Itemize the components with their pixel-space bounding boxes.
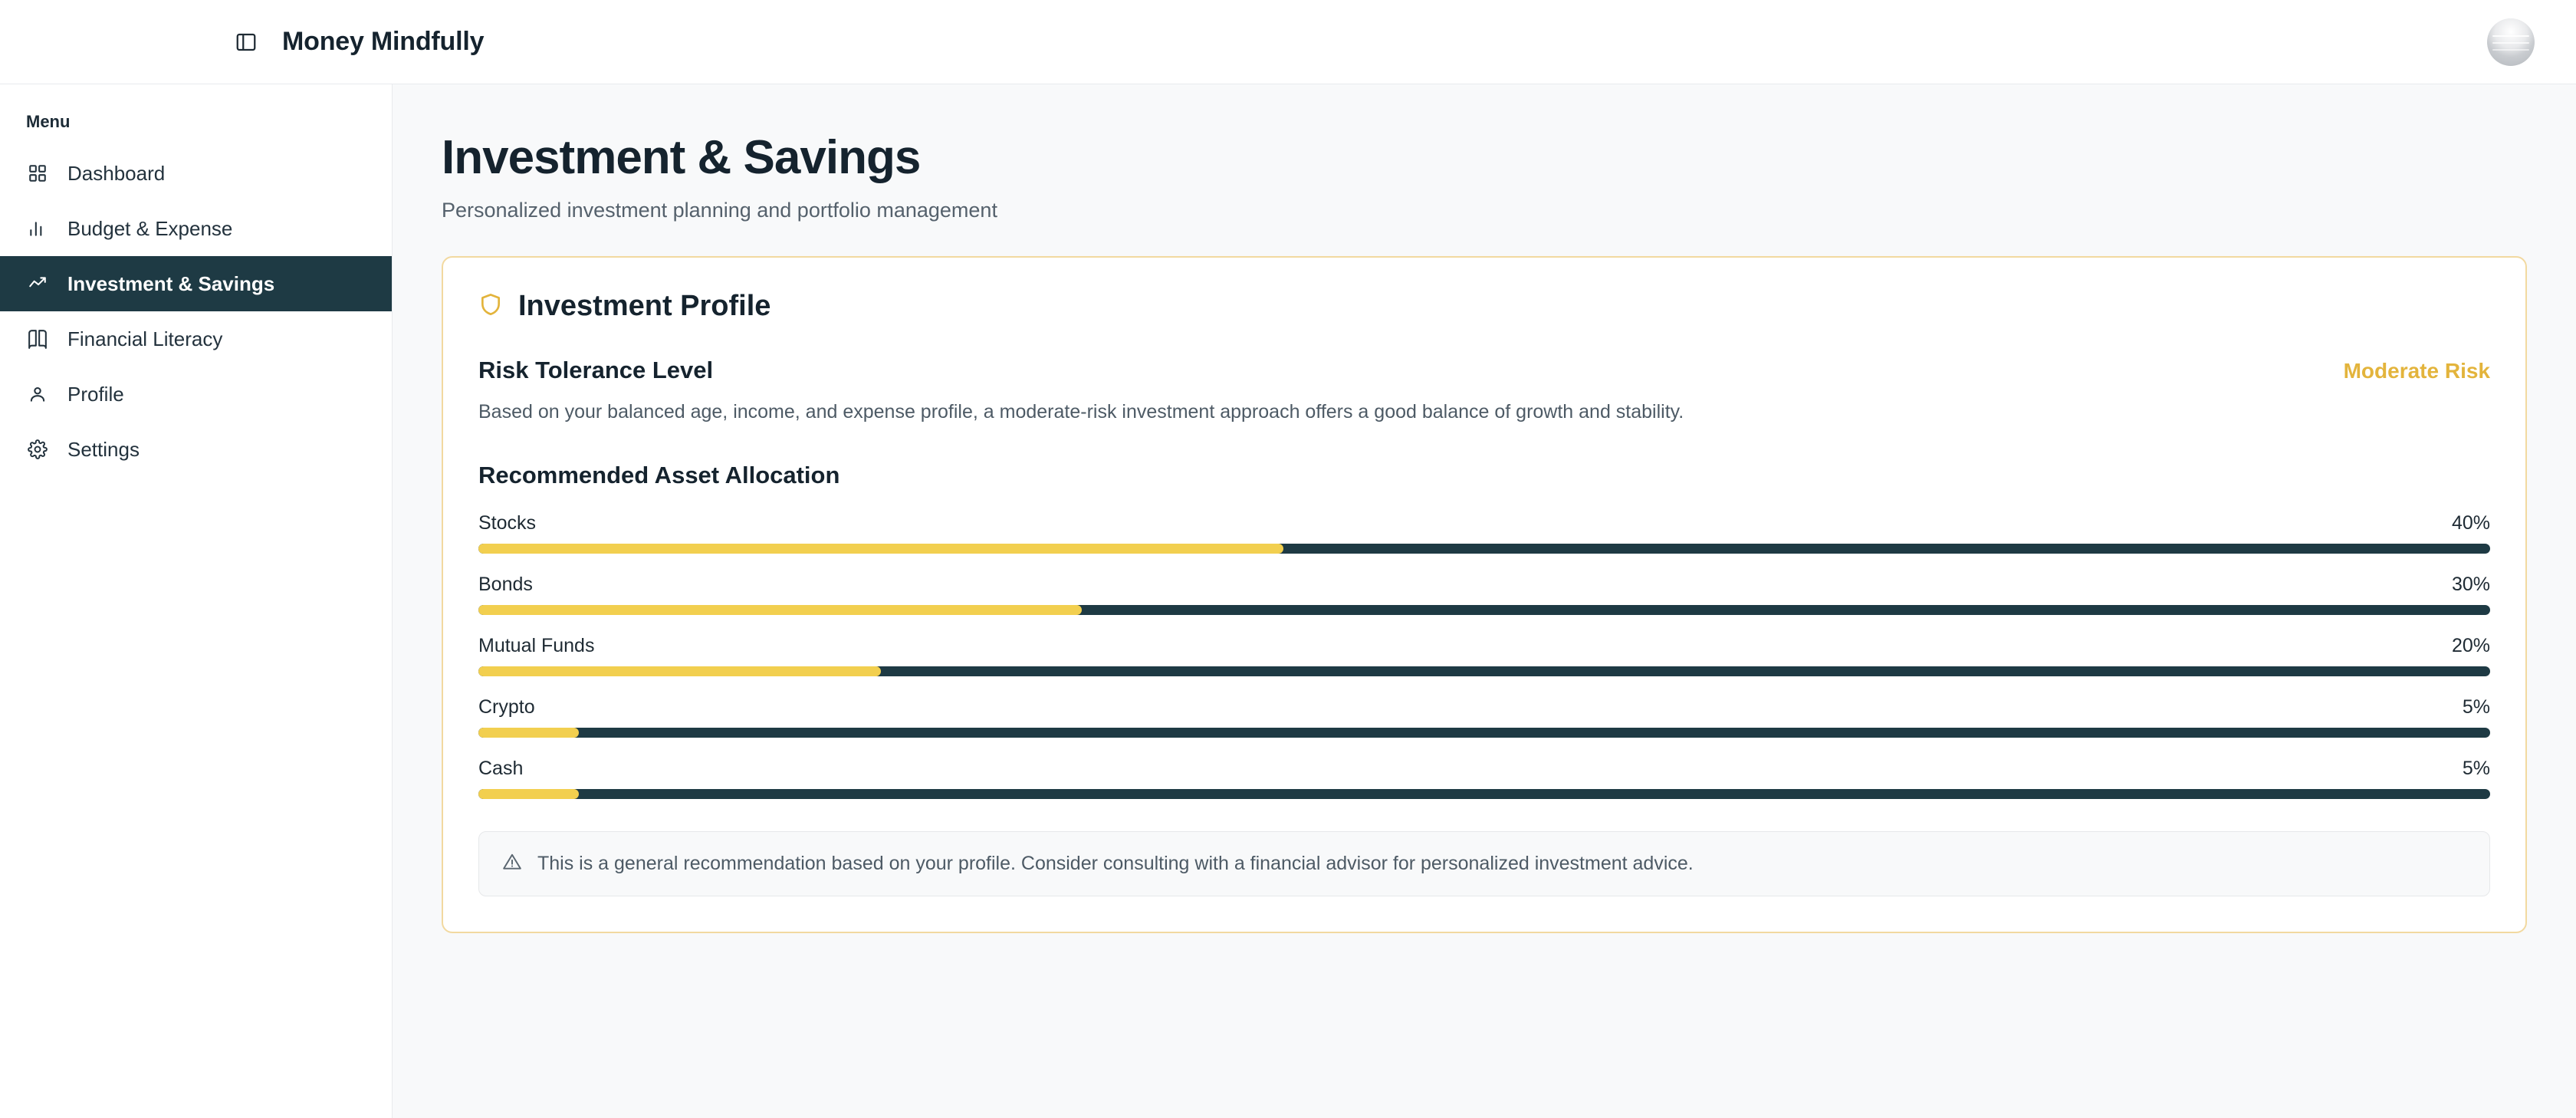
sidebar-item-label: Financial Literacy	[67, 327, 223, 350]
risk-description: Based on your balanced age, income, and expense profile, a moderate-risk investment approach offers a good balance of growth and stability.	[478, 401, 1684, 423]
allocation-value: 5%	[2462, 758, 2490, 779]
advisory-note	[478, 831, 2490, 896]
allocation-label: Stocks	[478, 512, 537, 534]
main-content	[393, 84, 2576, 1118]
allocation-value: 30%	[2451, 574, 2490, 595]
sidebar-item-dashboard[interactable]	[0, 146, 392, 201]
allocation-label: Mutual Funds	[478, 635, 595, 656]
sidebar-item-label: Budget & Expense	[67, 216, 233, 240]
allocation-value: 40%	[2451, 512, 2490, 534]
allocation-label: Cash	[478, 758, 524, 779]
sidebar-item-label: Settings	[67, 437, 140, 461]
allocation-bar-fill	[478, 728, 579, 738]
allocation-bar-fill	[478, 605, 1082, 615]
allocation-list	[478, 512, 2490, 799]
risk-tolerance-row	[478, 357, 2490, 384]
allocation-bar-fill	[478, 666, 881, 676]
app-title: Money Mindfully	[282, 27, 485, 56]
card-title: Investment Profile	[518, 290, 771, 322]
investment-profile-card	[442, 256, 2527, 933]
sidebar-item-label: Profile	[67, 382, 124, 406]
allocation-bar-track	[478, 544, 2490, 554]
trending-icon	[26, 272, 49, 295]
sidebar-item-investment-savings[interactable]	[0, 256, 392, 311]
grid-icon	[26, 162, 49, 185]
allocation-item-stocks	[478, 512, 2490, 554]
card-header	[478, 290, 2490, 323]
page-body	[0, 84, 2576, 1118]
allocation-item-crypto	[478, 696, 2490, 738]
sidebar-item-budget-expense[interactable]	[0, 201, 392, 256]
warning-icon	[502, 852, 522, 876]
book-icon	[26, 327, 49, 350]
allocation-value: 5%	[2462, 696, 2490, 718]
person-icon	[26, 383, 49, 406]
allocation-label: Crypto	[478, 696, 535, 718]
allocation-item-cash	[478, 758, 2490, 799]
allocation-bar-track	[478, 666, 2490, 676]
avatar[interactable]	[2487, 18, 2535, 66]
allocation-item-bonds	[478, 574, 2490, 615]
sidebar-item-label: Investment & Savings	[67, 271, 275, 295]
allocation-bar-track	[478, 605, 2490, 615]
allocation-bar-fill	[478, 544, 1283, 554]
allocation-bar-track	[478, 789, 2490, 799]
sidebar-item-label: Dashboard	[67, 161, 166, 185]
risk-status-badge: Moderate Risk	[2343, 359, 2490, 383]
avatar-image	[2487, 18, 2535, 66]
allocation-value: 20%	[2451, 635, 2490, 656]
shield-icon	[478, 292, 503, 321]
sidebar	[0, 84, 393, 1118]
allocation-label: Bonds	[478, 574, 533, 595]
gear-icon	[26, 438, 49, 461]
advisory-note-text: This is a general recommendation based on your profile. Consider consulting with a financial advisor for personalized investment advice.	[537, 853, 1694, 874]
sidebar-item-financial-literacy[interactable]	[0, 311, 392, 367]
allocation-bar-track	[478, 728, 2490, 738]
bar-chart-icon	[26, 217, 49, 240]
allocation-bar-fill	[478, 789, 579, 799]
allocation-item-mutual-funds	[478, 635, 2490, 676]
allocation-title: Recommended Asset Allocation	[478, 462, 840, 488]
sidebar-item-profile[interactable]	[0, 367, 392, 422]
sidebar-menu-label: Menu	[26, 112, 71, 131]
top-bar	[0, 0, 2576, 84]
sidebar-item-settings[interactable]	[0, 422, 392, 477]
page-title: Investment & Savings	[442, 131, 921, 184]
page-subtitle: Personalized investment planning and portfolio management	[442, 199, 997, 222]
sidebar-toggle-icon[interactable]	[230, 26, 262, 58]
risk-tolerance-title: Risk Tolerance Level	[478, 357, 714, 383]
